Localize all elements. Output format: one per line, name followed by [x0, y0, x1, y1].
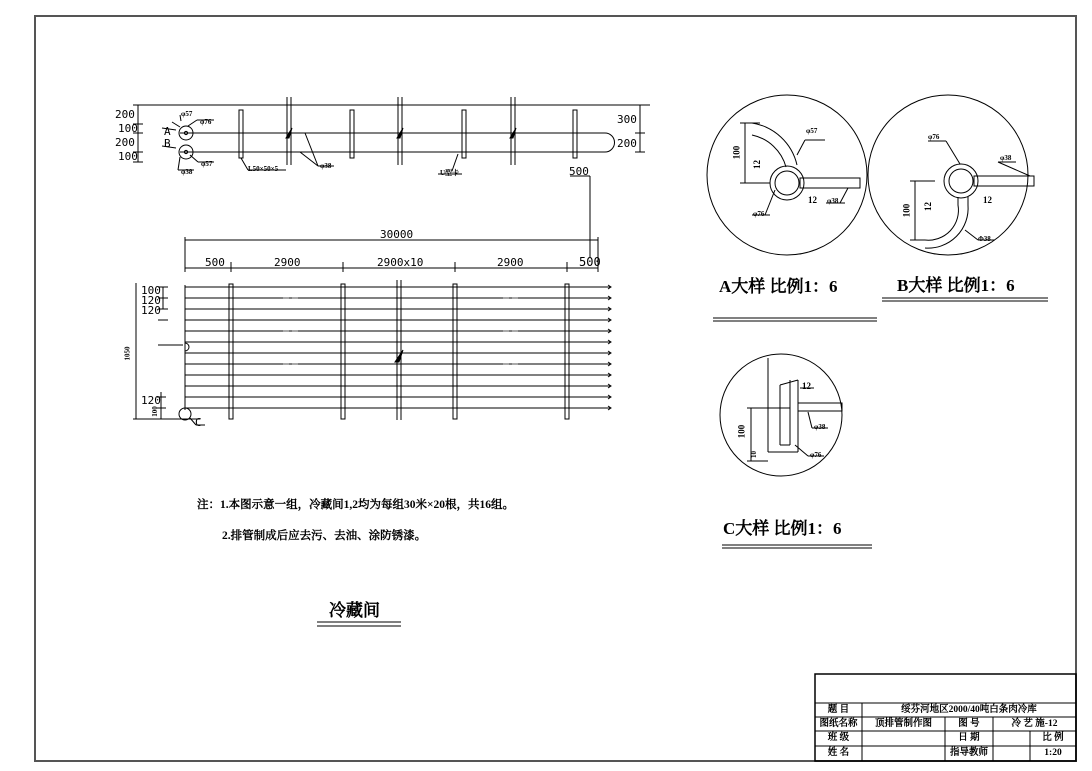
vertical-dim-120-b: 120: [141, 304, 161, 317]
tb-drawing-no-value: 冷 艺 施-12: [1011, 719, 1058, 729]
detail-b-callout-phi76: φ76: [928, 133, 940, 141]
callout-phi57-bottom: φ57: [201, 160, 213, 168]
vertical-dim-100: 100: [141, 284, 161, 297]
section-dim-200-bottom: 200: [115, 136, 135, 149]
section-dim-100-top: 100: [118, 122, 138, 135]
callout-phi38-left: φ38: [181, 168, 193, 176]
detail-a-dim-12b: 12: [808, 195, 817, 205]
detail-b-dim-100: 100: [901, 203, 912, 218]
tb-subject-label: 题 目: [827, 705, 850, 715]
vertical-dim-120-a: 120: [141, 294, 161, 307]
tb-instructor-label: 指导教师: [949, 748, 988, 758]
segment-dim-2900x10: 2900x10: [377, 256, 424, 269]
detail-b-callout-phi38-top: φ38: [1000, 154, 1012, 162]
segment-dim-2900-first: 2900: [274, 256, 301, 269]
tb-class-label: 班 级: [827, 733, 850, 743]
total-height-dim: 1050: [123, 346, 132, 361]
detail-a-dim-100: 100: [731, 145, 742, 160]
detail-b-drawing: [868, 95, 1048, 301]
section-dim-100-bottom: 100: [118, 150, 138, 163]
section-dim-300: 300: [617, 113, 637, 126]
tb-drawing-name-value: 顶排管制作图: [874, 719, 932, 729]
overhang-dim-500: 500: [569, 165, 589, 178]
detail-a-callout-phi76: φ76: [753, 210, 765, 218]
detail-a-caption: A大样 比例1：6: [719, 277, 838, 296]
detail-b-callout-phi38-bottom: Φ38: [978, 235, 991, 243]
room-title: 冷藏间: [329, 601, 380, 620]
segment-dim-2900-last: 2900: [497, 256, 524, 269]
section-dim-200-top: 200: [115, 108, 135, 121]
callout-phi76: φ76: [200, 118, 212, 126]
label-a: A: [164, 125, 171, 138]
label-c: C: [195, 416, 202, 429]
callout-phi38-mid: φ38: [320, 162, 332, 170]
detail-a-callout-phi57: φ57: [806, 127, 818, 135]
detail-c-callout-phi38: φ38: [814, 423, 826, 431]
callout-u-bolt: U型卡: [440, 169, 460, 177]
segment-dim-500-left: 500: [205, 256, 225, 269]
detail-b-caption: B大样 比例1：6: [897, 276, 1015, 295]
bottom-dim-120: 120: [141, 394, 161, 407]
tb-scale-value: 1:20: [1044, 748, 1062, 758]
detail-a-dim-12a: 12: [752, 160, 762, 169]
total-length-dim: 30000: [380, 228, 414, 241]
detail-b-dim-12b: 12: [983, 195, 992, 205]
label-b: B: [164, 137, 171, 150]
bottom-dim-100: 100: [150, 406, 159, 417]
tb-date-label: 日 期: [958, 733, 980, 743]
callout-angle-steel: L50×50×5: [248, 165, 279, 173]
note-line-1: 注：1.本图示意一组，冷藏间1,2均为每组30米×20根，共16组。: [197, 499, 515, 511]
callout-phi57-top: φ57: [181, 110, 193, 118]
tb-drawing-name-label: 图纸名称: [819, 719, 858, 729]
detail-c-dim-10: 10: [750, 451, 758, 458]
detail-a-callout-phi38: φ38: [827, 197, 839, 205]
section-dim-200-right: 200: [617, 137, 637, 150]
tb-scale-label: 比 例: [1042, 733, 1064, 743]
note-line-2: 2.排管制成后应去污、去油、涂防锈漆。: [222, 530, 427, 542]
detail-c-dim-12: 12: [802, 381, 811, 391]
tb-subject-value: 绥芬河地区2000/40吨白条肉冷库: [901, 705, 1037, 715]
detail-c-callout-phi76: φ76: [810, 451, 822, 459]
segment-dim-500-right: 500: [579, 255, 601, 269]
tb-name-label: 姓 名: [827, 748, 850, 758]
detail-b-dim-12a: 12: [923, 202, 933, 211]
detail-c-caption: C大样 比例1：6: [723, 519, 842, 538]
tb-drawing-no-label: 图 号: [958, 719, 980, 729]
detail-c-dim-100: 100: [736, 424, 747, 439]
